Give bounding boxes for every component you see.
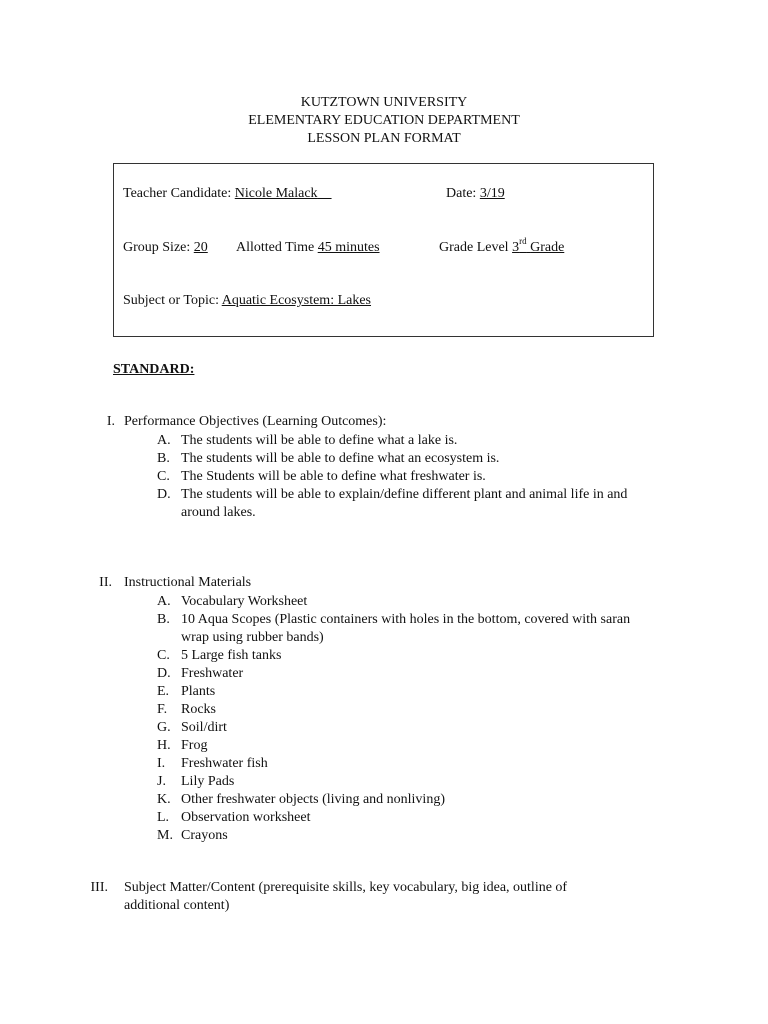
grade-word: Grade	[530, 240, 565, 255]
section-title: Instructional Materials	[124, 575, 252, 590]
group-size-field	[123, 240, 208, 256]
subject-field	[123, 293, 371, 309]
grade-level-label: Grade Level	[439, 240, 509, 255]
grade-suffix: rd	[519, 236, 527, 247]
grade-level-value	[512, 236, 565, 255]
form-title: LESSON PLAN FORMAT	[307, 131, 461, 146]
document-page: KUTZTOWN UNIVERSITY ELEMENTARY EDUCATION DEPARTMENT LESSON PLAN FORMAT Teacher Candidate: Nicole Malack Date: 3/19 Group Size: 20 Allotted Time 45 minutes Grade Level 3rd Grade Subject or Topic: Aquatic Ecosystem: Lakes STANDARD: I. Performance Objectives (Learning Outcomes): A. The students will be able to define what a lake is. B. The students will be able to define what an ecosystem is. C. The Students will be able to define what freshwater is. D. The students will be able to explain/define different plant and animal life in and around lakes. II. Instructional Materials A. Vocabulary Worksheet B. 10 Aqua Scopes (Plastic containers with holes in the bottom, covered with saran wrap using rubber bands) C. 5 Large fish tanks D. Freshwater E. Plants F. Rocks G. Soil/dirt H. Frog I. Freshwater fish J. Lily Pads K. Other freshwater objects (living and nonliving) L. Observation worksheet M. Crayons III. Subject Matter/Content (prerequisite skills, key vocabulary, big idea, outline of additional content)	[0, 0, 768, 1024]
date-label: Date:	[446, 186, 477, 201]
section-number: II.	[99, 575, 112, 590]
allotted-time-label: Allotted Time	[236, 240, 315, 255]
date-field	[446, 186, 505, 202]
section-title: Performance Objectives (Learning Outcomes):	[124, 414, 387, 429]
date-value: 3/19	[479, 186, 505, 201]
teacher-candidate-label: Teacher Candidate:	[123, 186, 232, 201]
section-title: Subject Matter/Content (prerequisite skills, key vocabulary, big idea, outline of additional content)	[124, 880, 568, 913]
standard-heading: STANDARD:	[113, 362, 195, 377]
grade-number: 3	[512, 240, 520, 255]
group-size-label: Group Size:	[123, 240, 191, 255]
document-header	[0, 94, 768, 148]
lesson-info-box	[113, 163, 654, 337]
subject-value: Aquatic Ecosystem: Lakes	[221, 293, 372, 308]
section-number: I.	[106, 414, 115, 429]
allotted-time-field	[236, 240, 380, 256]
grade-level-field	[439, 236, 565, 256]
allotted-time-value: 45 minutes	[317, 240, 380, 255]
section-number: III.	[90, 880, 108, 895]
department-name: ELEMENTARY EDUCATION DEPARTMENT	[248, 113, 520, 128]
teacher-candidate-field	[123, 186, 332, 202]
group-size-value: 20	[193, 240, 208, 255]
teacher-candidate-value: Nicole Malack	[234, 186, 318, 201]
subject-label: Subject or Topic:	[123, 293, 219, 308]
university-name: KUTZTOWN UNIVERSITY	[300, 95, 468, 110]
